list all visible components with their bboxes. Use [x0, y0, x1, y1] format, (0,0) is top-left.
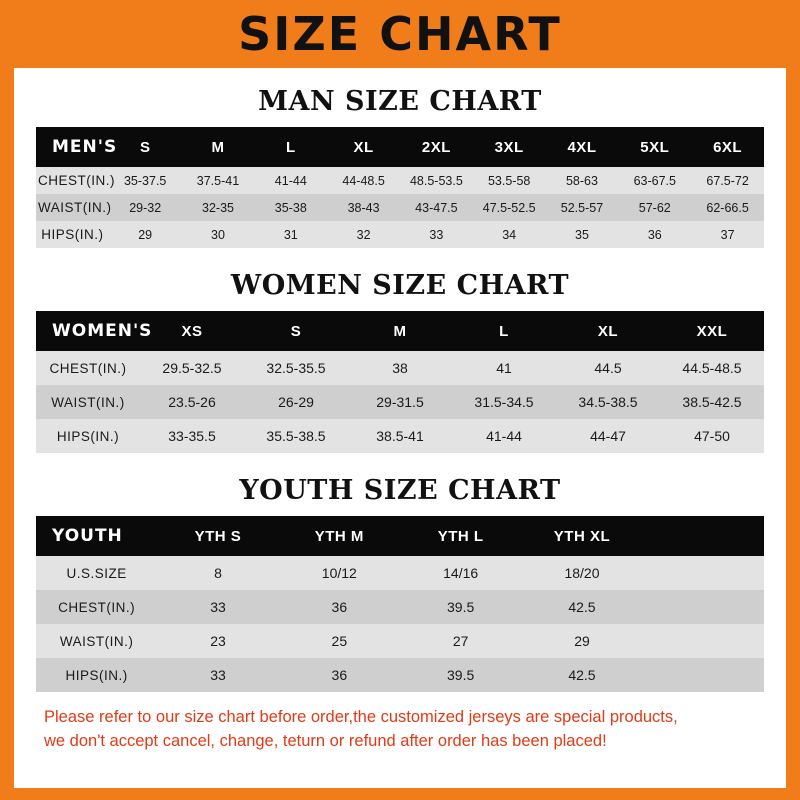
- women-waist-xl: 34.5-38.5: [578, 394, 638, 410]
- women-waist-s: 26-29: [278, 394, 314, 410]
- men-col-l: L: [254, 127, 327, 167]
- youth-hips-s: 33: [210, 667, 226, 683]
- women-hips-xs: 33-35.5: [168, 428, 216, 444]
- men-chest-3xl: 53.5-58: [487, 173, 531, 188]
- women-row-label-chest: CHEST(IN.): [49, 360, 127, 376]
- women-col-xs: XS: [140, 311, 244, 351]
- men-hips-6xl: 37: [720, 227, 735, 242]
- men-chest-l: 41-44: [274, 173, 307, 188]
- table-header-row: [36, 311, 764, 351]
- women-hips-xxl: 47-50: [694, 428, 730, 444]
- women-col-xxl: XXL: [660, 311, 764, 351]
- youth-chest-s: 33: [210, 599, 226, 615]
- youth-table-body: [36, 556, 764, 692]
- youth-ussize-s: 8: [214, 565, 222, 581]
- policy-note-line2: we don't accept cancel, change, teturn or refund after order has been placed!: [44, 731, 607, 750]
- youth-hips-l: 39.5: [447, 667, 475, 683]
- content: [14, 86, 786, 754]
- youth-ussize-empty: [643, 556, 764, 590]
- women-waist-xxl: 38.5-42.5: [682, 394, 742, 410]
- men-hips-2xl: 33: [429, 227, 444, 242]
- banner: [14, 0, 786, 68]
- table-row: [36, 419, 764, 453]
- women-hips-xl: 44-47: [590, 428, 626, 444]
- youth-table-head: [36, 516, 764, 556]
- youth-waist-s: 23: [210, 633, 226, 649]
- footer-bar: [14, 788, 786, 800]
- women-table-head: [36, 311, 764, 351]
- men-row-label-hips: HIPS(IN.): [41, 227, 104, 242]
- men-col-m: M: [182, 127, 255, 167]
- men-hips-3xl: 34: [502, 227, 517, 242]
- women-hips-l: 41-44: [486, 428, 522, 444]
- men-chest-5xl: 63-67.5: [633, 173, 676, 188]
- page-title: SIZE CHART: [238, 7, 562, 61]
- women-row-label-waist: WAIST(IN.): [51, 394, 125, 410]
- men-chest-6xl: 67.5-72: [706, 173, 749, 188]
- men-col-5xl: 5XL: [618, 127, 691, 167]
- men-waist-6xl: 62-66.5: [706, 200, 749, 215]
- youth-col-s: YTH S: [157, 516, 278, 556]
- men-col-xl: XL: [327, 127, 400, 167]
- section-title-women: WOMEN SIZE CHART: [230, 270, 570, 301]
- women-corner-header: WOMEN'S: [36, 311, 140, 351]
- men-col-2xl: 2XL: [400, 127, 473, 167]
- men-hips-5xl: 36: [647, 227, 662, 242]
- table-row: [36, 658, 764, 692]
- table-header-row: [36, 127, 764, 167]
- women-chest-xxl: 44.5-48.5: [682, 360, 742, 376]
- youth-hips-xl: 42.5: [568, 667, 596, 683]
- men-waist-l: 35-38: [274, 200, 307, 215]
- table-row: [36, 590, 764, 624]
- men-chest-m: 37.5-41: [196, 173, 240, 188]
- youth-ussize-l: 14/16: [443, 565, 479, 581]
- men-table-head: [36, 127, 764, 167]
- men-table-body: [36, 167, 764, 248]
- women-col-xl: XL: [556, 311, 660, 351]
- women-hips-m: 38.5-41: [376, 428, 424, 444]
- women-waist-m: 29-31.5: [376, 394, 424, 410]
- table-header-row: [36, 516, 764, 556]
- men-col-s: S: [109, 127, 182, 167]
- women-col-m: M: [348, 311, 452, 351]
- men-hips-l: 31: [283, 227, 298, 242]
- table-row: [36, 385, 764, 419]
- youth-col-l: YTH L: [400, 516, 521, 556]
- men-waist-3xl: 47.5-52.5: [482, 200, 536, 215]
- youth-ussize-m: 10/12: [321, 565, 357, 581]
- women-hips-s: 35.5-38.5: [266, 428, 326, 444]
- women-waist-xs: 23.5-26: [168, 394, 216, 410]
- youth-waist-m: 25: [331, 633, 348, 649]
- youth-hips-empty: [643, 658, 764, 692]
- men-chest-xl: 44-48.5: [342, 173, 385, 188]
- men-row-label-chest: CHEST(IN.): [38, 173, 115, 188]
- youth-col-m: YTH M: [279, 516, 400, 556]
- men-chest-4xl: 58-63: [565, 173, 598, 188]
- men-chest-2xl: 48.5-53.5: [409, 173, 463, 188]
- women-chest-s: 32.5-35.5: [266, 360, 326, 376]
- youth-waist-xl: 29: [574, 633, 590, 649]
- men-waist-m: 32-35: [202, 200, 234, 215]
- youth-size-table: [36, 516, 764, 692]
- women-chest-m: 38: [392, 360, 408, 376]
- women-chest-xs: 29.5-32.5: [162, 360, 222, 376]
- section-title-men: MAN SIZE CHART: [258, 86, 542, 117]
- table-row: [36, 167, 764, 194]
- youth-hips-m: 36: [331, 667, 348, 683]
- youth-waist-l: 27: [452, 633, 469, 649]
- men-col-3xl: 3XL: [473, 127, 546, 167]
- youth-chest-l: 39.5: [447, 599, 475, 615]
- table-row: [36, 556, 764, 590]
- youth-corner-header: YOUTH: [36, 516, 157, 556]
- youth-chest-m: 36: [331, 599, 348, 615]
- section-title-youth: YOUTH SIZE CHART: [239, 475, 561, 506]
- youth-row-label-chest: CHEST(IN.): [58, 599, 136, 615]
- women-row-label-hips: HIPS(IN.): [56, 428, 120, 444]
- youth-row-label-waist: WAIST(IN.): [59, 633, 134, 649]
- youth-col-xl: YTH XL: [521, 516, 642, 556]
- men-waist-2xl: 43-47.5: [415, 200, 458, 215]
- youth-chest-empty: [643, 590, 764, 624]
- men-hips-xl: 32: [356, 227, 371, 242]
- men-hips-s: 29: [138, 227, 153, 242]
- women-table-body: [36, 351, 764, 453]
- youth-row-label-hips: HIPS(IN.): [65, 667, 128, 683]
- policy-note-line1: Please refer to our size chart before order,the customized jerseys are special products,: [44, 708, 678, 726]
- women-chest-xl: 44.5: [594, 360, 622, 376]
- men-waist-s: 29-32: [129, 200, 162, 215]
- policy-note: [44, 706, 756, 754]
- men-hips-m: 30: [211, 227, 225, 242]
- table-row: [36, 351, 764, 385]
- men-size-table: [36, 127, 764, 248]
- table-row: [36, 624, 764, 658]
- men-hips-4xl: 35: [575, 227, 589, 242]
- men-waist-5xl: 57-62: [638, 200, 671, 215]
- youth-ussize-xl: 18/20: [564, 565, 600, 581]
- women-waist-l: 31.5-34.5: [474, 394, 534, 410]
- women-col-l: L: [452, 311, 556, 351]
- youth-chest-xl: 42.5: [568, 599, 596, 615]
- men-chest-s: 35-37.5: [123, 173, 167, 188]
- men-waist-4xl: 52.5-57: [560, 200, 604, 215]
- youth-waist-empty: [643, 624, 764, 658]
- men-waist-xl: 38-43: [347, 200, 380, 215]
- men-col-6xl: 6XL: [691, 127, 764, 167]
- women-size-table: [36, 311, 764, 453]
- men-corner-header: MEN'S: [36, 127, 109, 167]
- men-col-4xl: 4XL: [546, 127, 619, 167]
- youth-row-label-ussize: U.S.SIZE: [66, 565, 127, 581]
- men-row-label-waist: WAIST(IN.): [38, 200, 112, 215]
- women-col-s: S: [244, 311, 348, 351]
- women-chest-l: 41: [496, 360, 512, 376]
- table-row: [36, 194, 764, 221]
- table-row: [36, 221, 764, 248]
- youth-col-empty: [643, 516, 764, 556]
